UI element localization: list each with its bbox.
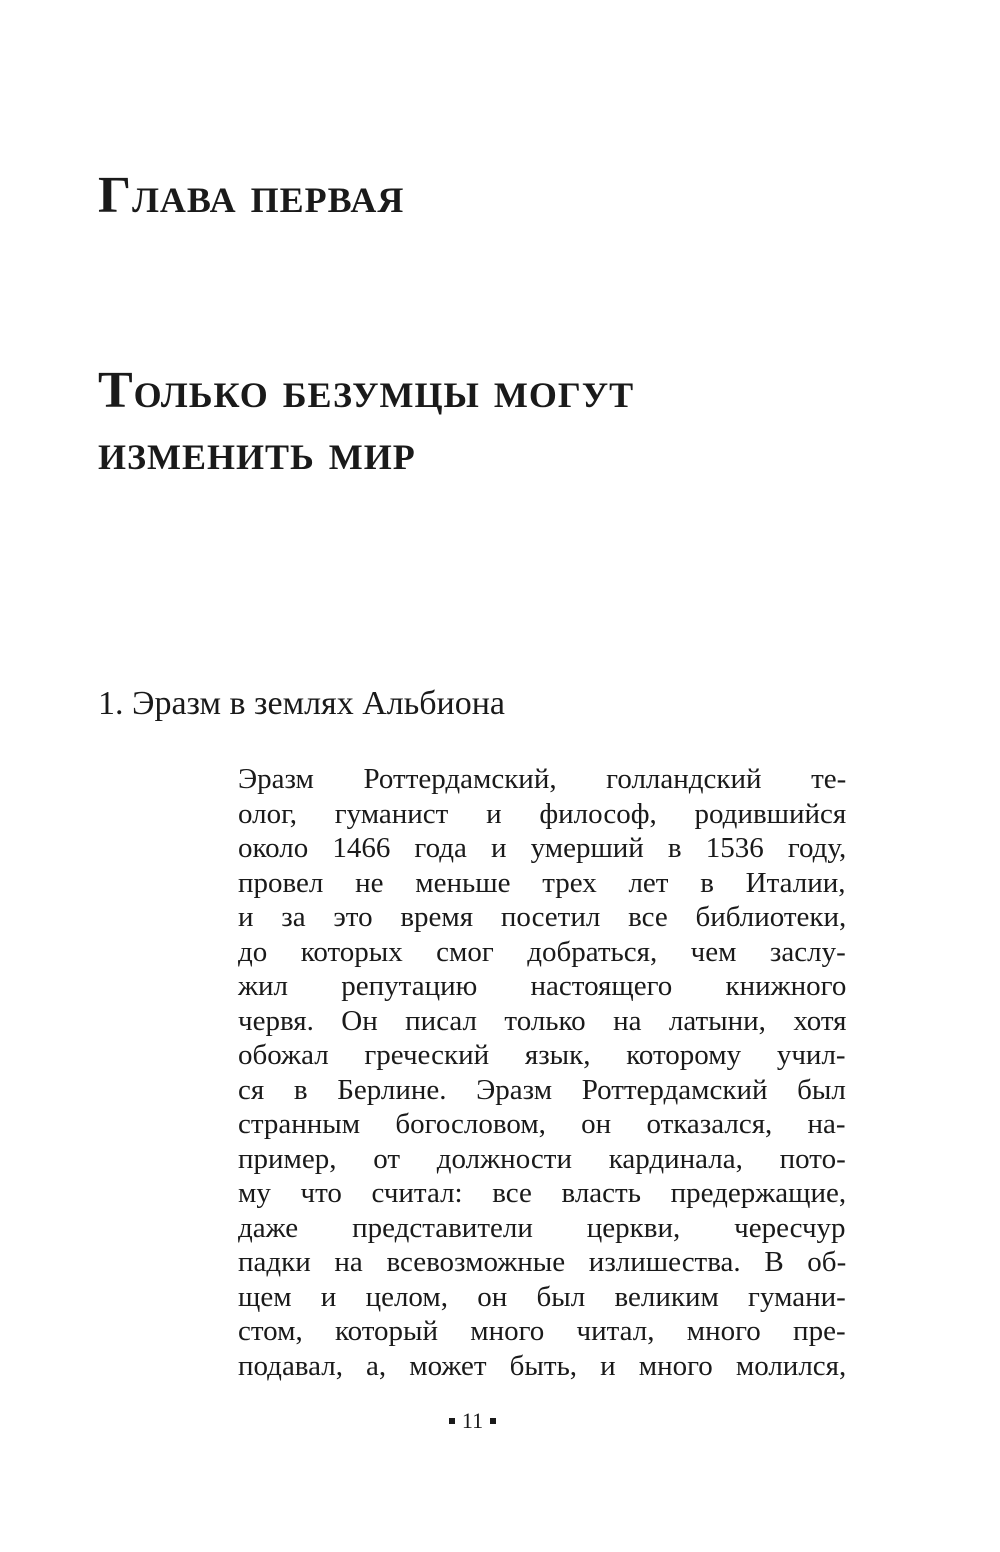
chapter-title-line: Только безумцы могут [98,362,635,419]
body-line: подавал, а, может быть, и много молился, [238,1349,847,1382]
body-line: обожал греческий язык, которому учил- [238,1039,846,1071]
body-line: червя. Он писал только на латыни, хотя [238,1004,847,1037]
body-line: ся в Берлине. Эразм Роттердамский был [238,1073,846,1106]
body-line: около 1466 года и умерший в 1536 году, [238,832,847,864]
body-line: странным богословом, он отказался, на- [238,1108,846,1140]
body-line: жил репутацию настоящего книжного [238,970,847,1002]
body-line: пример, от должности кардинала, пото- [238,1142,846,1175]
body-line: му что считал: все власть предержащие, [238,1177,847,1209]
body-line: Эразм Роттердамский, голландский те- [238,763,847,795]
body-line: провел не меньше трех лет в Италии, [238,866,846,899]
square-bullet-icon [490,1418,496,1424]
chapter-title-line: изменить мир [98,424,416,481]
body-paragraph [238,762,846,1383]
chapter-label: Глава первая [98,167,405,224]
body-line: щем и целом, он был великим гумани- [238,1280,846,1313]
body-line: и за это время посетил все библиотеки, [238,901,847,933]
section-heading: 1. Эразм в землях Альбиона [98,685,506,722]
page-number: 11 [461,1408,484,1433]
chapter-title [98,360,634,484]
body-line: олог, гуманист и философ, родившийся [238,797,847,830]
body-line: стом, который много читал, много пре- [238,1315,846,1347]
page-footer [0,1408,945,1434]
square-bullet-icon [449,1418,455,1424]
body-line: падки на всевозможные излишества. В об- [238,1246,847,1278]
body-line: до которых смог добраться, чем заслу- [238,935,846,968]
body-line: даже представители церкви, чересчур [238,1211,846,1244]
